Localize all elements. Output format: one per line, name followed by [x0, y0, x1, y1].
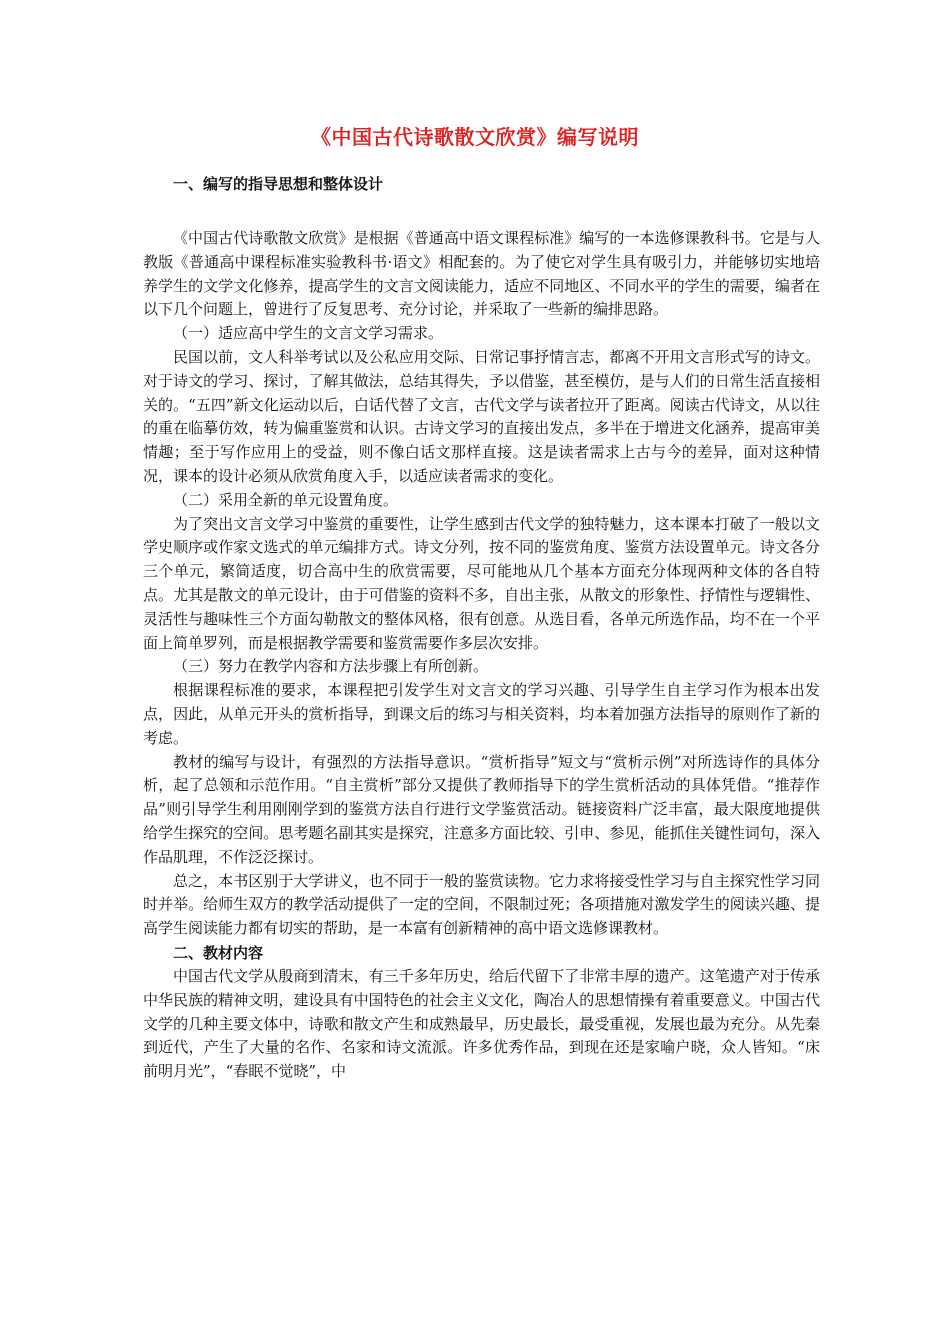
- paragraph-content: 中国古代文学从殷商到清末，有三千多年历史，给后代留下了非常丰厚的遗产。这笔遗产对于传承中华民族的精神文明，建设具有中国特色的社会主义文化，陶冶人的思想情操有着重要意义。中国古代文学的几种主要文体中，诗歌和散文产生和成熟最早，历史最长，最受重视，发展也最为充分。从先秦到近代，产生了大量的名作、名家和诗文流派。许多优秀作品，到现在还是家喻户晓，众人皆知。“床前明月光”，“春眠不觉晓”，中: [143, 966, 820, 1081]
- subsection-title-3: （三）努力在教学内容和方法步骤上有所创新。: [173, 657, 489, 676]
- section-heading-guiding-ideas: 一、编写的指导思想和整体设计: [173, 175, 384, 193]
- paragraph-subsection-3b: 教材的编写与设计，有强烈的方法指导意识。“赏析指导”短文与“赏析示例”对所选诗作的具体分析，起了总领和示范作用。“自主赏析”部分又提供了教师指导下的学生赏析活动的具体凭借。“推荐作品”则引导学生利用刚刚学到的鉴赏方法自行进行文学鉴赏活动。链接资料广泛丰富，最大限度地提供给学生探究的空间。思考题名副其实是探究，注意多方面比较、引申、参见，能抓住关键性词句，深入作品肌理，不作泛泛探讨。: [143, 752, 820, 866]
- paragraph-subsection-2: 为了突出文言文学习中鉴赏的重要性，让学生感到古代文学的独特魅力，这本课本打破了一般以文学史顺序或作家文选式的单元编排方式。诗文分列，按不同的鉴赏角度、鉴赏方法设置单元。诗文各分三个单元，繁简适度，切合高中生的欣赏需要，尽可能地从几个基本方面充分体现两种文体的各自特点。尤其是散文的单元设计，由于可借鉴的资料不多，自出主张，从散文的形象性、抒情性与逻辑性、灵活性与趣味性三个方面勾勒散文的整体风格，很有创意。从选目看，各单元所选作品，均不在一个平面上简单罗列，而是根据教学需要和鉴赏需要作多层次安排。: [143, 514, 820, 652]
- subsection-title-1: （一）适应高中学生的文言文学习需求。: [173, 324, 444, 343]
- subsection-title-2: （二）采用全新的单元设置角度。: [173, 490, 399, 509]
- paragraph-subsection-1: 民国以前，文人科举考试以及公私应用交际、日常记事抒情言志，都离不开用文言形式写的诗文。对于诗文的学习、探讨，了解其做法，总结其得失，予以借鉴，甚至模仿，是与人们的日常生活直接相关的。“五四”新文化运动以后，白话代替了文言，古代文学与读者拉开了距离。阅读古代诗文，从以往的重在临摹仿效，转为偏重鉴赏和认识。古诗文学习的直接出发点，多半在于增进文化涵养，提高审美情趣；至于写作应用上的受益，则不像白话文那样直接。这是读者需求上古与今的差异，面对这种情况，课本的设计必须从欣赏角度入手，以适应读者需求的变化。: [143, 347, 820, 485]
- document-body: [143, 172, 820, 1084]
- document-title: 《中国古代诗歌散文欣赏》编写说明: [311, 125, 639, 149]
- paragraph-intro: 《中国古代诗歌散文欣赏》是根据《普通高中语文课程标准》编写的一本选修课教科书。它是与人教版《普通高中课程标准实验教科书·语文》相配套的。为了使它对学生具有吸引力，并能够切实地培养学生的文学文化修养，提高学生的文言文阅读能力，适应不同地区、不同水平的学生的需要，编者在以下几个问题上，曾进行了反复思考、充分讨论，并采取了一些新的编排思路。: [143, 229, 820, 319]
- section-heading-content: 二、教材内容: [173, 943, 264, 962]
- paragraph-summary: 总之，本书区别于大学讲义，也不同于一般的鉴赏读物。它力求将接受性学习与自主探究性学习同时并举。给师生双方的教学活动提供了一定的空间，不限制过死；各项措施对激发学生的阅读兴趣、提高学生阅读能力都有切实的帮助，是一本富有创新精神的高中语文选修课教材。: [143, 871, 820, 938]
- paragraph-subsection-3a: 根据课程标准的要求，本课程把引发学生对文言文的学习兴趣、引导学生自主学习作为根本出发点，因此，从单元开头的赏析指导，到课文后的练习与相关资料，均本着加强方法指导的原则作了新的考虑。: [143, 681, 820, 747]
